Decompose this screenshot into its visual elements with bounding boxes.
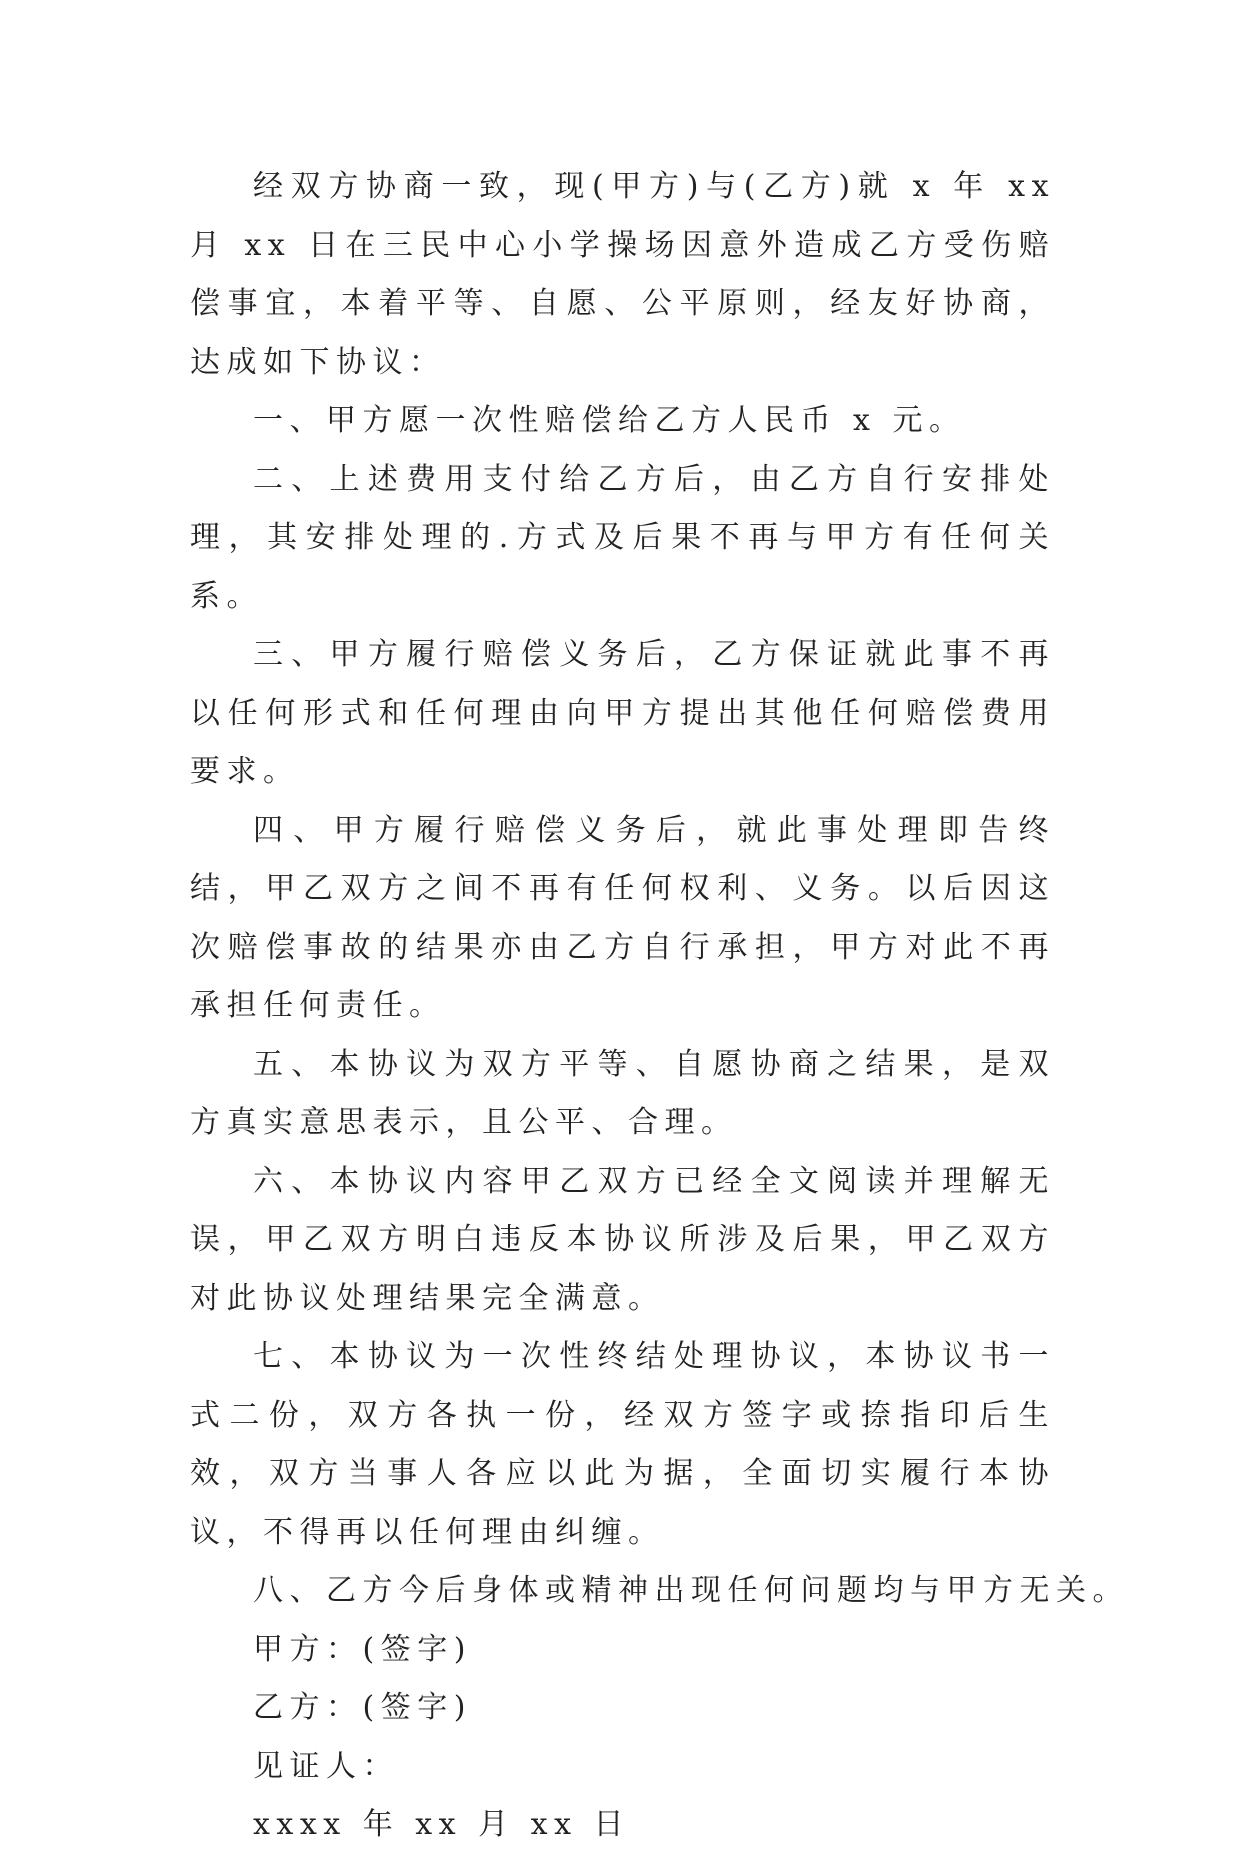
clause-6: 六、本协议内容甲乙双方已经全文阅读并理解无误，甲乙双方明白违反本协议所涉及后果，甲乙双方对此协议处理结果完全满意。 xyxy=(190,1163,1055,1316)
clause-4: 四、甲方履行赔偿义务后，就此事处理即告终结，甲乙双方之间不再有任何权利、义务。以后因这次赔偿事故的结果亦由乙方自行承担，甲方对此不再承担任何责任。 xyxy=(190,812,1055,1023)
clause-8: 八、乙方今后身体或精神出现任何问题均与甲方无关。 xyxy=(253,1573,1129,1608)
clause-5: 五、本协议为双方平等、自愿协商之结果，是双方真实意思表示，且公平、合理。 xyxy=(190,1046,1055,1140)
clause-3: 三、甲方履行赔偿义务后，乙方保证就此事不再以任何形式和任何理由向甲方提出其他任何赔偿费用要求。 xyxy=(190,637,1055,789)
witness-line: 见证人： xyxy=(253,1748,399,1784)
party-a-signature: 甲方：(签字) xyxy=(253,1631,472,1667)
clause-7: 七、本协议为一次性终结处理协议，本协议书一式二份，双方各执一份，经双方签字或捺指印后生效，双方当事人各应以此为据，全面切实履行本协议，不得再以任何理由纠缠。 xyxy=(190,1339,1055,1550)
party-b-signature: 乙方：(签字) xyxy=(253,1690,472,1725)
intro-paragraph: 经双方协商一致，现(甲方)与(乙方)就 x 年 xx 月 xx 日在三民中心小学操场因意外造成乙方受伤赔偿事宜，本着平等、自愿、公平原则，经友好协商，达成如下协议： xyxy=(190,169,1055,380)
clause-1: 一、甲方愿一次性赔偿给乙方人民币 x 元。 xyxy=(253,403,966,438)
date-line: xxxx 年 xx 月 xx 日 xyxy=(253,1807,631,1842)
clause-2: 二、上述费用支付给乙方后，由乙方自行安排处理，其安排处理的.方式及后果不再与甲方有任何关系。 xyxy=(190,461,1055,614)
agreement-body xyxy=(190,158,1129,1855)
